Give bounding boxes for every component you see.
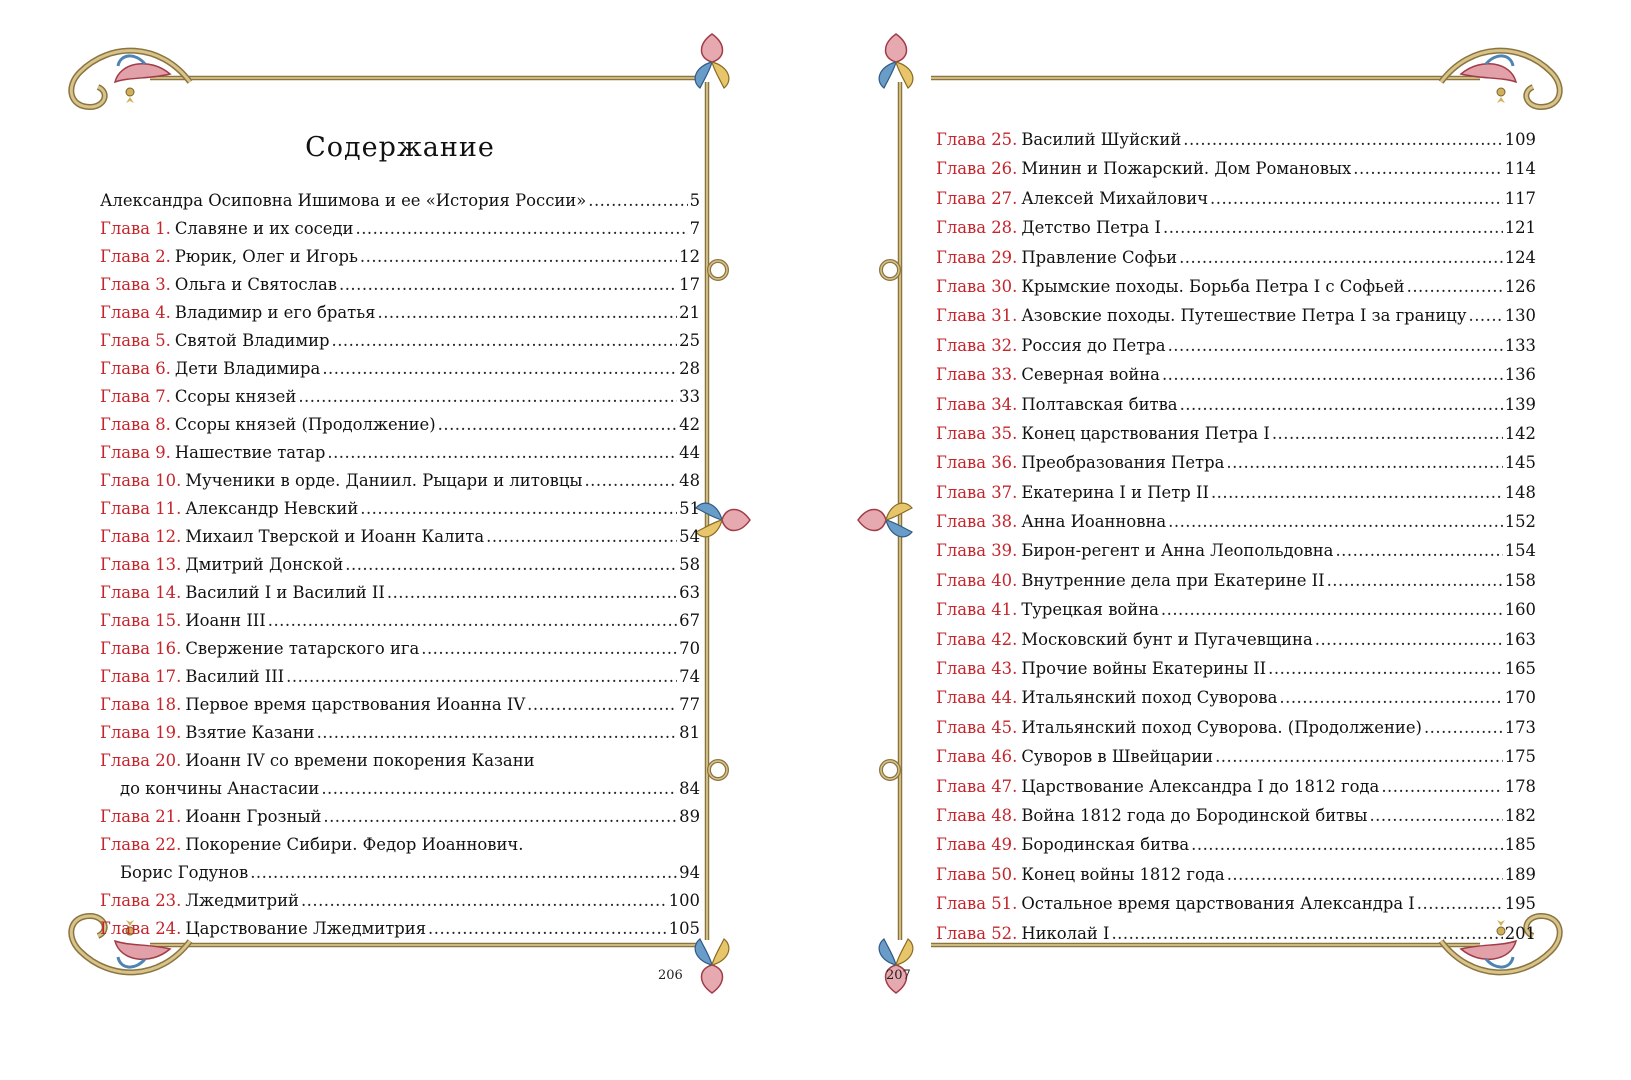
chapter-label: Глава 38. <box>936 512 1018 532</box>
entry-title: Дети Владимира <box>174 359 321 378</box>
chapter-label: Глава 39. <box>936 541 1018 561</box>
entry-title: Азовские походы. Путешествие Петра I за границу <box>1021 306 1467 326</box>
toc-entry[interactable] <box>936 360 1536 389</box>
entry-page-number: 81 <box>679 723 700 742</box>
chapter-label: Глава 37. <box>936 482 1018 502</box>
toc-entry[interactable] <box>936 154 1536 183</box>
toc-entry[interactable] <box>936 301 1536 330</box>
dot-leader <box>360 495 677 523</box>
chapter-label: Глава 42. <box>936 629 1018 649</box>
entry-page-number: 74 <box>679 667 700 686</box>
chapter-label: Глава 32. <box>936 335 1018 355</box>
left-page <box>100 0 700 1080</box>
dot-leader <box>268 607 677 635</box>
chapter-label: Глава 19. <box>100 723 182 742</box>
entry-page-number: 117 <box>1504 188 1536 208</box>
entry-title: Николай I <box>1021 923 1110 943</box>
entry-title: Взятие Казани <box>185 723 315 742</box>
entry-title: Алексей Михайлович <box>1021 188 1209 208</box>
entry-page-number: 121 <box>1504 218 1536 238</box>
toc-entry[interactable] <box>936 184 1536 213</box>
entry-page-number: 195 <box>1504 894 1536 914</box>
dot-leader <box>1183 125 1502 154</box>
entry-page-number: 5 <box>689 191 700 210</box>
dot-leader <box>331 327 677 355</box>
toc-entry[interactable] <box>100 831 700 859</box>
entry-title: Владимир и его братья <box>174 303 376 322</box>
entry-page-number: 136 <box>1504 365 1536 385</box>
toc-entry[interactable] <box>100 243 700 271</box>
entry-page-number: 21 <box>679 303 700 322</box>
entry-title: Конец войны 1812 года <box>1021 864 1225 884</box>
chapter-label: Глава 22. <box>100 835 182 854</box>
chapter-label: Глава 5. <box>100 331 171 350</box>
dot-leader <box>1268 654 1503 683</box>
entry-title: Турецкая война <box>1021 600 1159 620</box>
entry-page-number: 89 <box>679 807 700 826</box>
chapter-label: Глава 44. <box>936 688 1018 708</box>
toc-entry[interactable] <box>936 478 1536 507</box>
toc-entry[interactable] <box>936 213 1536 242</box>
toc-entry[interactable] <box>936 331 1536 360</box>
dot-leader <box>1163 213 1503 242</box>
dot-leader <box>1191 830 1503 859</box>
entry-title: Северная война <box>1021 365 1160 385</box>
toc-entry[interactable] <box>100 495 700 523</box>
entry-page-number: 105 <box>668 919 700 938</box>
entry-title: Василий Шуйский <box>1021 130 1182 149</box>
toc-entry[interactable] <box>100 327 700 355</box>
chapter-label: Глава 49. <box>936 835 1018 855</box>
toc-entry[interactable] <box>936 772 1536 801</box>
entry-title: Михаил Тверской и Иоанн Калита <box>185 527 485 546</box>
dot-leader <box>1211 478 1503 507</box>
entry-page-number: 185 <box>1504 835 1536 855</box>
entry-page-number: 139 <box>1504 394 1536 414</box>
toc-entry[interactable] <box>100 383 700 411</box>
entry-title: Василий I и Василий II <box>185 583 385 602</box>
dot-leader <box>1468 301 1502 330</box>
dot-leader <box>1353 154 1502 183</box>
toc-entry[interactable] <box>100 775 700 803</box>
toc-entry[interactable] <box>100 411 700 439</box>
toc-entry[interactable] <box>100 271 700 299</box>
entry-page-number: 160 <box>1504 600 1536 620</box>
entry-title: Бирон-регент и Анна Леопольдовна <box>1021 541 1334 561</box>
chapter-label: Глава 25. <box>936 130 1018 149</box>
entry-title: Дмитрий Донской <box>185 555 344 574</box>
entry-title: Преобразования Петра <box>1021 453 1225 473</box>
toc-entry[interactable] <box>100 719 700 747</box>
entry-page-number: 178 <box>1504 776 1536 796</box>
toc-entry[interactable] <box>936 595 1536 624</box>
chapter-label: Глава 43. <box>936 659 1018 679</box>
chapter-label: Глава 23. <box>100 891 182 910</box>
entry-page-number: 142 <box>1504 423 1536 443</box>
dot-leader <box>1227 860 1503 889</box>
toc-entry[interactable] <box>936 625 1536 654</box>
toc-entry[interactable] <box>936 860 1536 889</box>
chapter-label: Глава 41. <box>936 600 1018 620</box>
entry-page-number: 165 <box>1504 659 1536 679</box>
entry-page-number: 109 <box>1504 130 1536 149</box>
entry-page-number: 170 <box>1504 688 1536 708</box>
entry-page-number: 28 <box>679 359 700 378</box>
chapter-label: Глава 11. <box>100 499 182 518</box>
entry-page-number: 42 <box>679 415 700 434</box>
dot-leader <box>345 551 677 579</box>
chapter-label: Глава 9. <box>100 443 171 462</box>
entry-page-number: 133 <box>1504 335 1536 355</box>
dot-leader <box>298 383 677 411</box>
entry-page-number: 44 <box>679 443 700 462</box>
entry-title: Остальное время царствования Александра I <box>1021 894 1415 914</box>
toc-entry[interactable] <box>100 691 700 719</box>
chapter-label: Глава 15. <box>100 611 182 630</box>
dot-leader <box>1417 889 1503 918</box>
chapter-label: Глава 51. <box>936 894 1018 914</box>
entry-page-number: 130 <box>1504 306 1536 326</box>
toc-entry[interactable] <box>936 801 1536 830</box>
chapter-label: Глава 27. <box>936 188 1018 208</box>
toc-entry[interactable] <box>100 467 700 495</box>
toc-entry[interactable] <box>100 551 700 579</box>
dot-leader <box>339 271 677 299</box>
entry-page-number: 70 <box>679 639 700 658</box>
dot-leader <box>1168 507 1503 536</box>
dot-leader <box>1180 390 1503 419</box>
entry-page-number: 94 <box>679 863 700 882</box>
entry-page-number: 163 <box>1504 629 1536 649</box>
entry-title: Святой Владимир <box>174 331 330 350</box>
dot-leader <box>250 859 677 887</box>
toc-entry[interactable] <box>936 683 1536 712</box>
dot-leader <box>428 915 667 943</box>
chapter-label: Глава 18. <box>100 695 182 714</box>
dot-leader <box>360 243 677 271</box>
dot-leader <box>1424 713 1503 742</box>
entry-title: Василий III <box>185 667 285 686</box>
toc-entry[interactable] <box>936 742 1536 771</box>
entry-page-number: 189 <box>1504 864 1536 884</box>
entry-page-number: 126 <box>1504 276 1536 296</box>
dot-leader <box>1215 742 1503 771</box>
chapter-label: Глава 33. <box>936 365 1018 385</box>
chapter-label: Глава 2. <box>100 247 171 266</box>
entry-title: Бородинская битва <box>1021 835 1190 855</box>
entry-page-number: 54 <box>679 527 700 546</box>
dot-leader <box>301 887 667 915</box>
dot-leader <box>588 187 687 215</box>
dot-leader <box>1210 184 1503 213</box>
chapter-label: Глава 30. <box>936 276 1018 296</box>
chapter-label: Глава 28. <box>936 218 1018 238</box>
entry-page-number: 100 <box>668 891 700 910</box>
entry-page-number: 12 <box>679 247 700 266</box>
entry-page-number: 145 <box>1504 453 1536 473</box>
entry-title: Война 1812 года до Бородинской битвы <box>1021 805 1368 825</box>
toc-list-left <box>100 187 700 943</box>
entry-title: Иоанн III <box>185 611 266 630</box>
chapter-label: Глава 52. <box>936 923 1018 943</box>
chapter-label: Глава 36. <box>936 453 1018 473</box>
chapter-label: Глава 6. <box>100 359 171 378</box>
toc-entry[interactable] <box>100 355 700 383</box>
toc-entry[interactable] <box>936 830 1536 859</box>
toc-entry[interactable] <box>100 299 700 327</box>
entry-title: Суворов в Швейцарии <box>1021 747 1214 767</box>
chapter-label: Глава 3. <box>100 275 171 294</box>
dot-leader <box>584 467 677 495</box>
entry-title: Александр Невский <box>185 499 359 518</box>
dot-leader <box>286 663 677 691</box>
toc-entry[interactable] <box>100 747 700 775</box>
dot-leader <box>1279 683 1502 712</box>
dot-leader <box>1272 419 1503 448</box>
dot-leader <box>421 635 677 663</box>
entry-title: Александра Осиповна Ишимова и ее «История России» <box>100 191 587 210</box>
entry-title: Ссоры князей (Продолжение) <box>174 415 436 434</box>
toc-entry[interactable] <box>100 215 700 243</box>
toc-entry[interactable] <box>936 536 1536 565</box>
toc-entry[interactable] <box>936 919 1536 948</box>
entry-title: Лжедмитрий <box>185 891 299 910</box>
chapter-label: Глава 26. <box>936 159 1018 179</box>
entry-title: Ольга и Святослав <box>174 275 338 294</box>
chapter-label: Глава 17. <box>100 667 182 686</box>
chapter-label: Глава 29. <box>936 247 1018 267</box>
entry-page-number: 84 <box>679 779 700 798</box>
dot-leader <box>1162 360 1503 389</box>
chapter-label: Глава 40. <box>936 570 1018 590</box>
entry-page-number: 58 <box>679 555 700 574</box>
entry-page-number: 148 <box>1504 482 1536 502</box>
entry-title: Крымские походы. Борьба Петра I с Софьей <box>1021 276 1405 296</box>
toc-entry[interactable] <box>936 390 1536 419</box>
toc-entry[interactable] <box>100 915 700 943</box>
dot-leader <box>1179 243 1503 272</box>
chapter-label: Глава 50. <box>936 864 1018 884</box>
entry-title: Покорение Сибири. Федор Иоаннович. <box>185 835 524 854</box>
dot-leader <box>321 775 677 803</box>
dot-leader <box>323 803 677 831</box>
right-page <box>936 0 1536 1080</box>
chapter-label: Глава 35. <box>936 423 1018 443</box>
entry-title: Свержение татарского ига <box>185 639 420 658</box>
toc-entry[interactable] <box>100 579 700 607</box>
toc-entry[interactable] <box>100 523 700 551</box>
entry-page-number: 201 <box>1504 923 1536 943</box>
toc-entry[interactable] <box>100 635 700 663</box>
toc-entry[interactable] <box>100 663 700 691</box>
entry-page-number: 154 <box>1504 541 1536 561</box>
entry-page-number: 173 <box>1504 717 1536 737</box>
entry-page-number: 152 <box>1504 512 1536 532</box>
entry-title: Россия до Петра <box>1021 335 1166 355</box>
toc-entry[interactable] <box>100 607 700 635</box>
entry-page-number: 33 <box>679 387 700 406</box>
entry-title: Детство Петра I <box>1021 218 1161 238</box>
entry-title: Московский бунт и Пугачевщина <box>1021 629 1313 649</box>
dot-leader <box>317 719 678 747</box>
chapter-label: Глава 47. <box>936 776 1018 796</box>
chapter-label: Глава 1. <box>100 219 171 238</box>
chapter-label: Глава 31. <box>936 306 1018 326</box>
dot-leader <box>327 439 677 467</box>
entry-title: Внутренние дела при Екатерине II <box>1021 570 1325 590</box>
dot-leader <box>1369 801 1502 830</box>
entry-title: Прочие войны Екатерины II <box>1021 659 1267 679</box>
dot-leader <box>486 523 677 551</box>
chapter-label: Глава 34. <box>936 394 1018 414</box>
entry-title: Первое время царствования Иоанна IV <box>185 695 526 714</box>
dot-leader <box>1407 272 1503 301</box>
dot-leader <box>1111 919 1502 948</box>
entry-title: Рюрик, Олег и Игорь <box>174 247 358 266</box>
entry-page-number: 63 <box>679 583 700 602</box>
dot-leader <box>355 215 687 243</box>
chapter-label: Глава 12. <box>100 527 182 546</box>
entry-title: Итальянский поход Суворова <box>1021 688 1278 708</box>
chapter-label: Глава 13. <box>100 555 182 574</box>
entry-page-number: 17 <box>679 275 700 294</box>
toc-entry[interactable] <box>936 448 1536 477</box>
toc-entry[interactable] <box>100 439 700 467</box>
toc-entry[interactable] <box>936 507 1536 536</box>
dot-leader <box>387 579 677 607</box>
chapter-label: Глава 20. <box>100 751 182 770</box>
page-number-right: 207 <box>886 968 911 983</box>
entry-title: Анна Иоанновна <box>1021 512 1167 532</box>
entry-title: Полтавская битва <box>1021 394 1178 414</box>
entry-title: Конец царствования Петра I <box>1021 423 1270 443</box>
dot-leader <box>1335 536 1502 565</box>
entry-title: Минин и Пожарский. Дом Романовых <box>1021 159 1352 179</box>
chapter-label: Глава 16. <box>100 639 182 658</box>
chapter-label: Глава 4. <box>100 303 171 322</box>
dot-leader <box>527 691 677 719</box>
entry-title: Ссоры князей <box>174 387 297 406</box>
entry-title: Иоанн IV со времени покорения Казани <box>185 751 535 770</box>
dot-leader <box>377 299 677 327</box>
toc-entry[interactable] <box>100 803 700 831</box>
entry-title: Славяне и их соседи <box>174 219 354 238</box>
entry-title: Нашествие татар <box>174 443 326 462</box>
entry-page-number: 67 <box>679 611 700 630</box>
toc-entry[interactable] <box>936 889 1536 918</box>
chapter-label: Глава 24. <box>100 919 182 938</box>
toc-title: Содержание <box>305 132 495 163</box>
toc-entry[interactable] <box>936 713 1536 742</box>
toc-entry[interactable] <box>936 566 1536 595</box>
chapter-label: Глава 45. <box>936 717 1018 737</box>
toc-entry[interactable] <box>100 187 700 215</box>
entry-title: до кончины Анастасии <box>120 779 320 798</box>
entry-page-number: 25 <box>679 331 700 350</box>
toc-entry[interactable] <box>936 654 1536 683</box>
chapter-label: Глава 48. <box>936 805 1018 825</box>
chapter-label: Глава 7. <box>100 387 171 406</box>
toc-entry[interactable] <box>936 125 1536 154</box>
toc-entry[interactable] <box>100 859 700 887</box>
chapter-label: Глава 8. <box>100 415 171 434</box>
toc-entry[interactable] <box>100 887 700 915</box>
dot-leader <box>1381 772 1502 801</box>
page-number-left: 206 <box>658 968 683 983</box>
entry-title: Царствование Александра I до 1812 года <box>1021 776 1380 796</box>
toc-entry[interactable] <box>936 419 1536 448</box>
chapter-label: Глава 10. <box>100 471 182 490</box>
chapter-label: Глава 46. <box>936 747 1018 767</box>
entry-page-number: 114 <box>1504 159 1536 179</box>
entry-title: Итальянский поход Суворова. (Продолжение) <box>1021 717 1422 737</box>
toc-entry[interactable] <box>936 272 1536 301</box>
dot-leader <box>1226 448 1502 477</box>
entry-page-number: 175 <box>1504 747 1536 767</box>
entry-page-number: 77 <box>679 695 700 714</box>
entry-title: Борис Годунов <box>120 863 249 882</box>
entry-title: Правление Софьи <box>1021 247 1178 267</box>
dot-leader <box>438 411 677 439</box>
dot-leader <box>1161 595 1503 624</box>
chapter-label: Глава 21. <box>100 807 182 826</box>
entry-page-number: 158 <box>1504 570 1536 590</box>
toc-entry[interactable] <box>936 243 1536 272</box>
toc-list-right <box>936 125 1536 948</box>
entry-page-number: 48 <box>679 471 700 490</box>
dot-leader <box>1315 625 1503 654</box>
chapter-label: Глава 14. <box>100 583 182 602</box>
entry-title: Мученики в орде. Даниил. Рыцари и литовцы <box>185 471 583 490</box>
entry-page-number: 182 <box>1504 805 1536 825</box>
dot-leader <box>1168 331 1503 360</box>
entry-title: Царствование Лжедмитрия <box>185 919 427 938</box>
entry-page-number: 124 <box>1504 247 1536 267</box>
dot-leader <box>322 355 677 383</box>
entry-title: Иоанн Грозный <box>185 807 322 826</box>
entry-page-number: 7 <box>689 219 700 238</box>
entry-page-number: 51 <box>679 499 700 518</box>
entry-title: Екатерина I и Петр II <box>1021 482 1209 502</box>
dot-leader <box>1327 566 1503 595</box>
